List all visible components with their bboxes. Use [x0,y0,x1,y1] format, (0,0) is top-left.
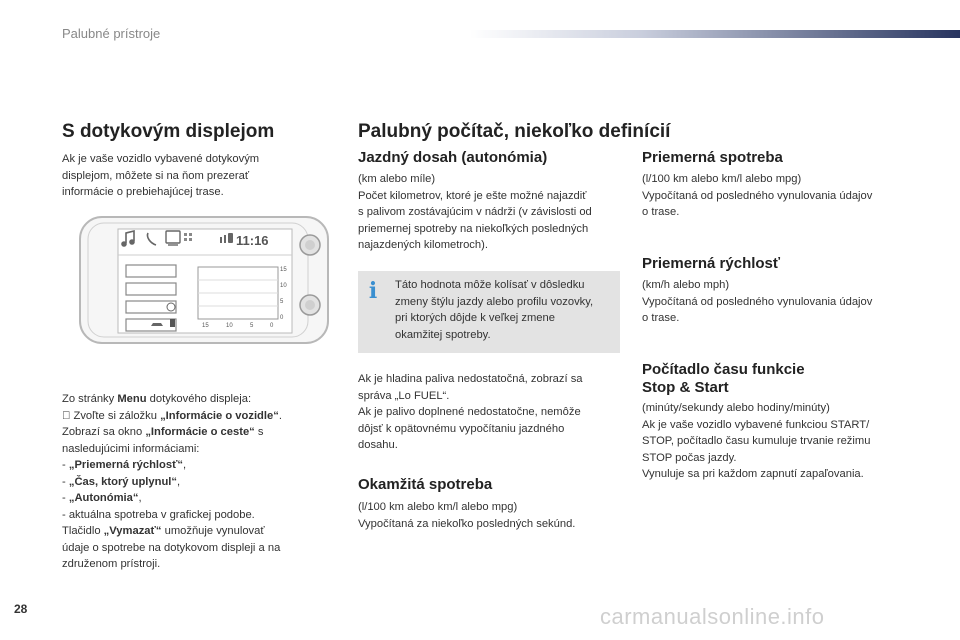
text-line: zmeny štýlu jazdy alebo profilu vozovky, [395,295,594,308]
left-heading: S dotykovým displejom [62,121,275,142]
text-line: Ak je hladina paliva nedostatočná, zobrazí sa [358,373,583,385]
text-line: (l/100 km alebo km/l alebo mpg) [358,501,518,513]
fuel-icon [170,319,175,327]
text-line: (minúty/sekundy alebo hodiny/minúty) [642,402,830,414]
text-line: dosahu. [358,439,398,451]
text-line: dôjsť k opätovnému vypočítaniu jazdného [358,422,565,435]
running-header: Palubné prístroje [62,26,161,41]
avg-speed-text [642,277,912,327]
text-line: Vypočítaná od posledného vynulovania údajov [642,295,873,308]
text-line: displejom, môžete si na ňom prezerať [62,169,250,182]
y-tick: 10 [280,283,287,289]
info-text [395,277,617,343]
range-text [358,171,628,254]
text-line: - „Čas, ktorý uplynul“, [62,475,181,488]
menu-bar [126,265,176,277]
text-line: okamžitej spotreby. [395,328,491,341]
header-gradient-bar [470,30,960,38]
x-tick: 15 [202,323,209,329]
left-intro [62,151,322,201]
text-line: združenom prístroji. [62,558,161,570]
text-line: Zo stránky Menu dotykového displeja: [62,393,252,405]
car-icon [151,323,163,326]
text-line: informácie o prebiehajúcej trase. [62,186,224,198]
text-line: Počítadlo času funkcie [642,361,805,378]
text-line: nasledujúcimi informáciami: [62,442,200,455]
text-line: Ak je vaše vozidlo vybavené funkciou START/ [642,418,870,431]
y-tick: 15 [280,267,287,273]
x-tick: 0 [270,323,274,329]
text-line: (km/h alebo mph) [642,279,730,291]
text-line: údaje o spotrebe na dotykovom displeji a na [62,541,281,554]
info-icon: i [368,278,378,304]
menu-bar [126,319,176,331]
text-line: Vypočítaná od posledného vynulovania údajov [642,189,873,202]
text-line: o trase. [642,206,680,218]
stopstart-text [642,400,912,483]
text-line: Táto hodnota môže kolísať v dôsledku [395,279,585,291]
y-tick: 0 [280,315,284,321]
avg-consumption-text [642,171,912,221]
touchscreen-illustration [78,215,330,345]
text-line: Vynuluje sa pri každom zapnutí zapaľovania. [642,468,864,480]
watermark: carmanualsonline.info [600,604,825,629]
text-line: Počet kilometrov, ktoré je ešte možné najazdiť [358,189,587,202]
avg-consumption-title: Priemerná spotreba [642,149,783,166]
avg-speed-title: Priemerná rýchlosť [642,255,781,272]
instant-text [358,499,628,532]
text-line: Tlačidlo „Vymazať“ umožňuje vynulovať [62,525,265,537]
right-heading: Palubný počítač, niekoľko definícií [358,121,671,142]
text-line: (l/100 km alebo km/l alebo mpg) [642,173,802,185]
range-title: Jazdný dosah (autonómia) [358,149,548,166]
text-line: Vypočítaná za niekoľko posledných sekúnd. [358,517,576,530]
text-line: o trase. [642,312,680,324]
stopstart-title [642,361,805,397]
text-line: STOP počas jazdy. [642,451,737,464]
text-line: správa „Lo FUEL“. [358,389,450,402]
instant-title: Okamžitá spotreba [358,476,493,493]
text-line: - „Autonómia“, [62,492,142,504]
text-line: najazdených kilometroch). [358,239,488,251]
x-tick: 10 [226,323,233,329]
text-line: Zobrazí sa okno „Informácie o ceste“ s [62,426,264,438]
clock: 11:16 [236,233,269,248]
menu-bar [126,283,176,295]
text-line: Ak je palivo doplnené nedostatočne, nemôže [358,406,581,418]
text-line: Zvoľte si záložku „Informácie o vozidle“. [62,409,271,422]
page-number: 28 [14,602,28,616]
text-line: (km alebo míle) [358,173,436,185]
text-line: s palivom zostávajúcim v nádrži (v závislosti od [358,206,592,218]
text-line: STOP, počítadlo času kumuluje trvanie režimu [642,435,871,447]
left-instructions [62,391,332,573]
text-line: - aktuálna spotreba v grafickej podobe. [62,508,255,521]
menu-bar [126,301,176,313]
text-line: Stop & Start [642,379,729,396]
lowfuel-text [358,371,628,454]
text-line: Ak je vaše vozidlo vybavené dotykovým [62,153,260,165]
y-tick: 5 [280,299,284,305]
x-tick: 5 [250,323,254,329]
text-line: priemernej spotreby na niekoľkých posledných [358,222,589,235]
text-line: - „Priemerná rýchlosť“, [62,459,187,471]
text-line: pri ktorých dôjde k veľkej zmene [395,312,555,324]
